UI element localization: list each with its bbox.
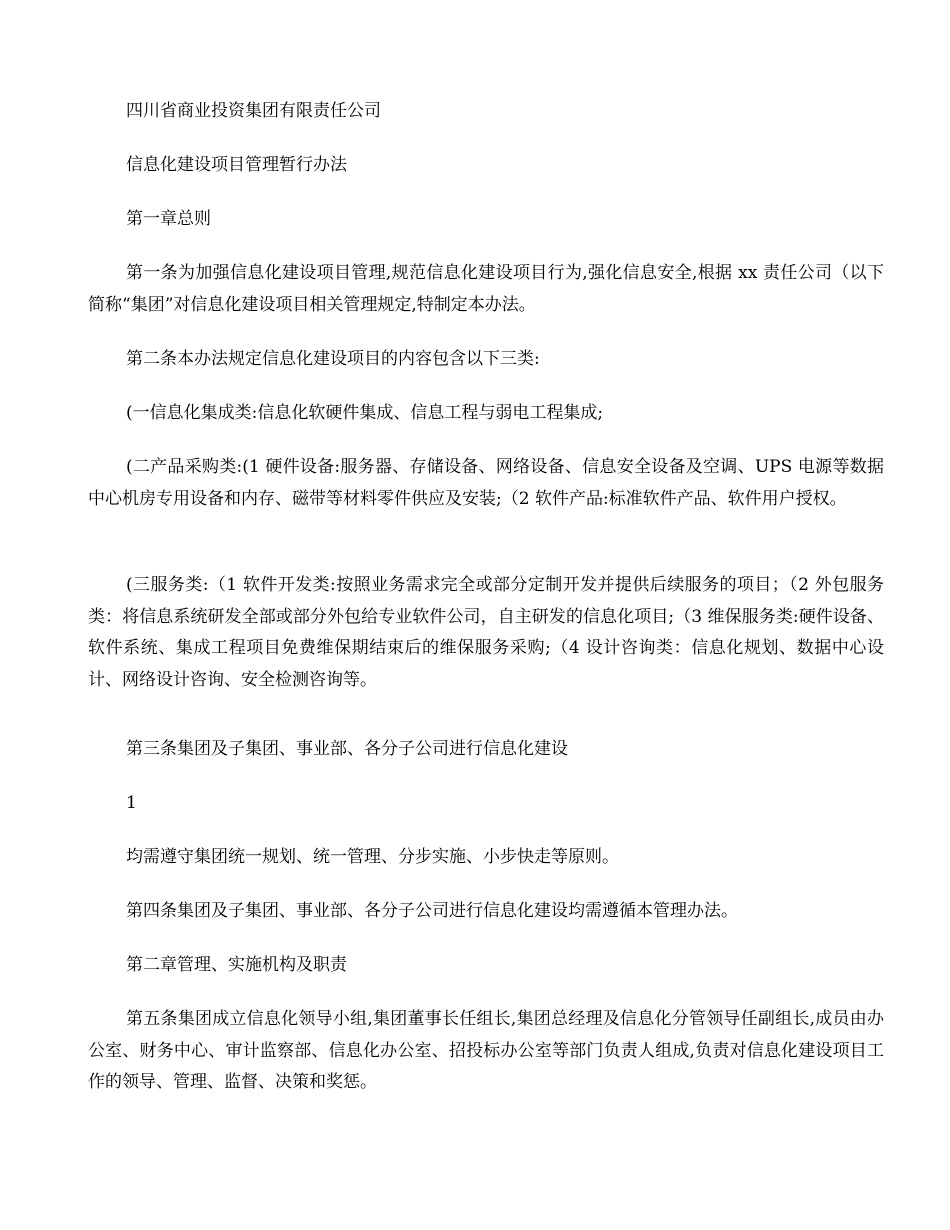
article-5: 第五条集团成立信息化领导小组,集团董事长任组长,集团总经理及信息化分管领导任副组长,成员由办公室、财务中心、审计监察部、信息化办公室、招投标办公室等部门负责人组成,负责对信息化建设项目工作的领导、管理、监督、决策和奖惩。 — [88, 1009, 884, 1092]
article-2-item-1: (一信息化集成类:信息化软硬件集成、信息工程与弱电工程集成; — [126, 403, 604, 423]
article-2: 第二条本办法规定信息化建设项目的内容包含以下三类: — [126, 349, 540, 369]
page-number: 1 — [126, 793, 137, 813]
chapter-heading-2: 第二章管理、实施机构及职责 — [126, 955, 347, 975]
article-4: 第四条集团及子集团、事业部、各分子公司进行信息化建设均需遵循本管理办法。 — [126, 901, 738, 921]
chapter-heading-1: 第一章总则 — [126, 209, 211, 229]
article-3-start: 第三条集团及子集团、事业部、各分子公司进行信息化建设 — [126, 739, 568, 759]
article-2-item-3: (三服务类:（1 软件开发类:按照业务需求完全或部分定制开发并提供后续服务的项目；（2 外包服务类：将信息系统研发全部或部分外包给专业软件公司，自主研发的信息化项目;（3 维保服务类:硬件设备、软件系统、集成工程项目免费维保期结束后的维保服务采购;（4 设计咨询类：信息化规划、数据中心设计、网络设计咨询、安全检测咨询等。 — [88, 575, 884, 690]
company-name: 四川省商业投资集团有限责任公司 — [126, 101, 381, 121]
article-1: 第一条为加强信息化建设项目管理,规范信息化建设项目行为,强化信息安全,根据 xx 责任公司（以下简称“集团”对信息化建设项目相关管理规定,特制定本办法。 — [88, 263, 884, 315]
article-2-item-2: (二产品采购类:(1 硬件设备:服务器、存储设备、网络设备、信息安全设备及空调、UPS 电源等数据中心机房专用设备和内存、磁带等材料零件供应及安装;（2 软件产品:标准软件产品、软件用户授权。 — [88, 457, 884, 509]
article-3-continued: 均需遵守集团统一规划、统一管理、分步实施、小步快走等原则。 — [126, 847, 619, 867]
document-title: 信息化建设项目管理暂行办法 — [126, 155, 347, 175]
